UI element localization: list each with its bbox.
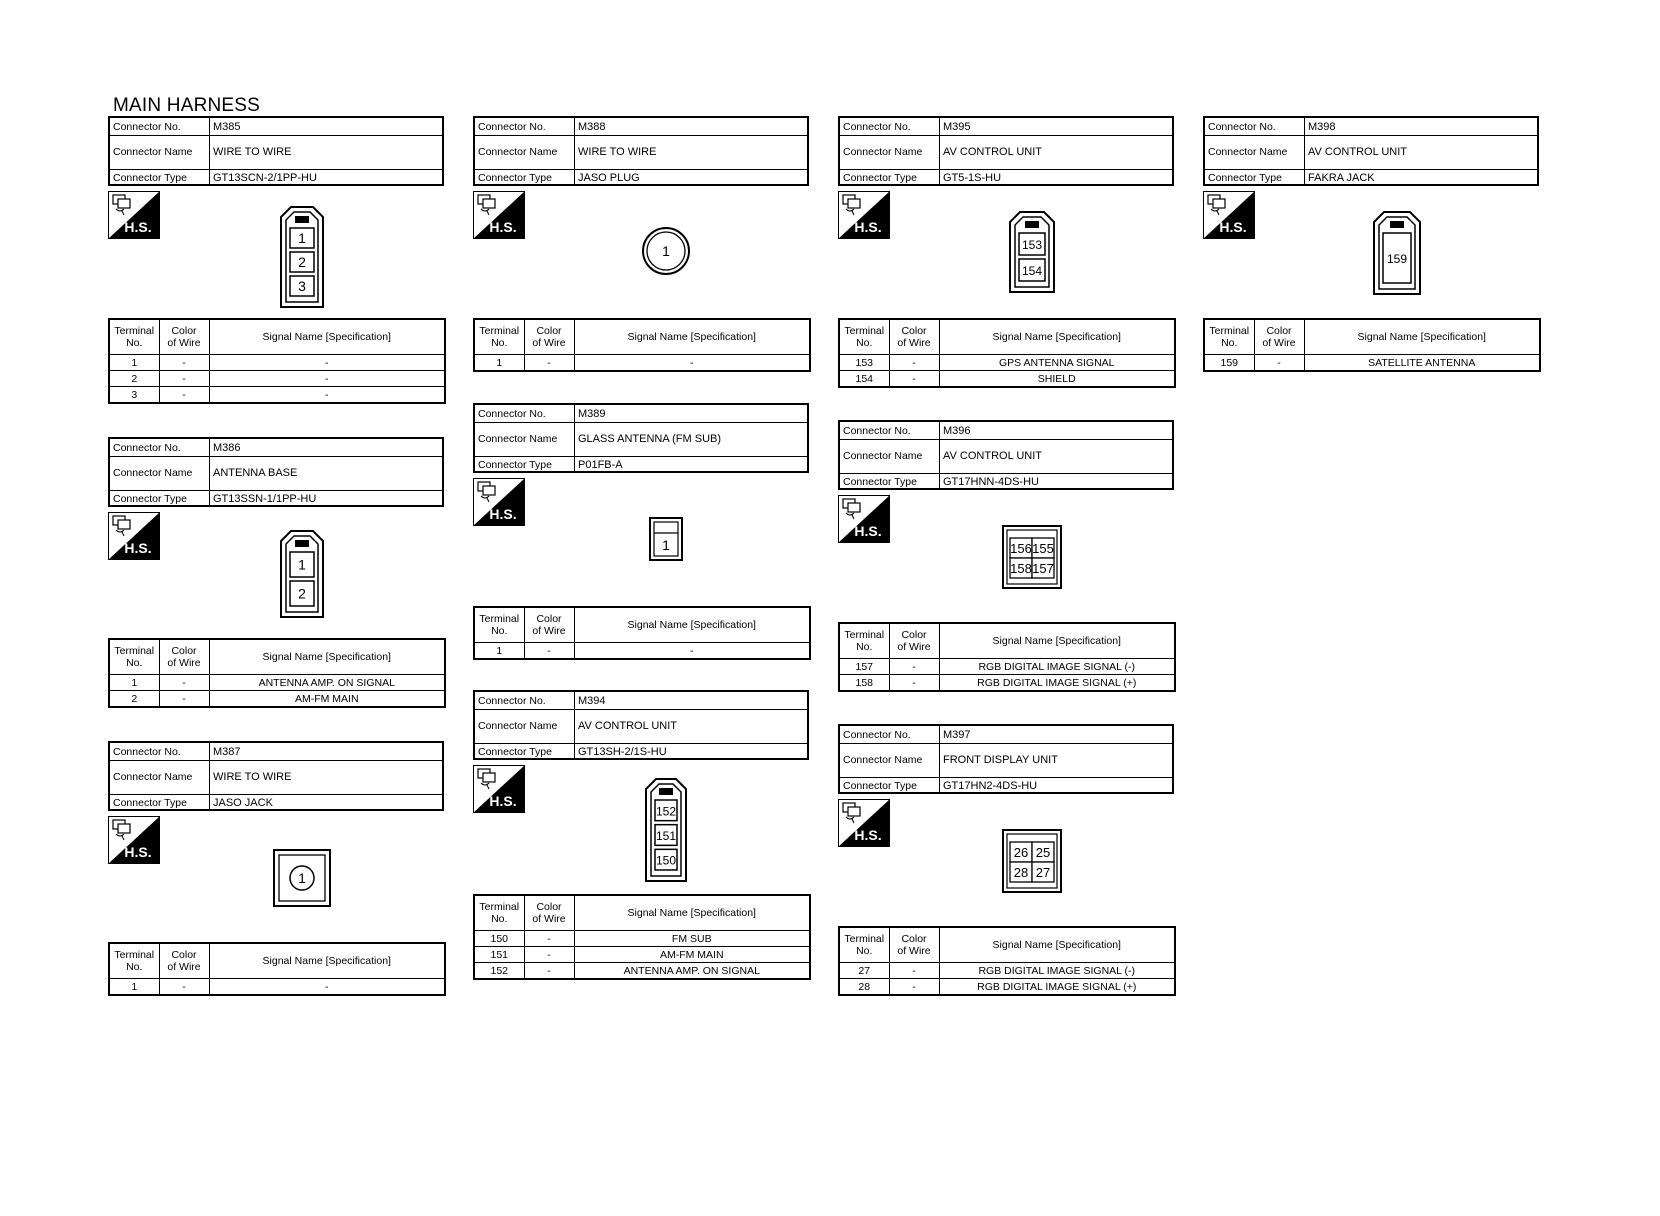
connector-type-value: GT17HNN-4DS-HU xyxy=(943,475,1039,488)
table-row xyxy=(839,355,1175,371)
wire-color-cell: - xyxy=(159,355,209,371)
harness-side-icon xyxy=(473,478,525,526)
connector-no-row xyxy=(475,692,807,710)
connector-name-row xyxy=(840,743,1172,778)
pin-number: 158 xyxy=(1010,561,1032,576)
color-of-wire-header: Color of Wire xyxy=(1254,319,1304,355)
connector-no-value: M387 xyxy=(213,745,241,758)
pin-number: 1 xyxy=(298,230,306,246)
wire-color-cell: - xyxy=(524,931,574,947)
key-notch xyxy=(1390,221,1404,228)
connector-name-row xyxy=(110,760,442,795)
hs-label: H.S. xyxy=(124,540,152,556)
connector-name-value: WIRE TO WIRE xyxy=(213,146,292,158)
pin-number: 1 xyxy=(298,870,306,886)
signal-name-cell: SATELLITE ANTENNA xyxy=(1304,355,1540,372)
wire-color-cell: - xyxy=(524,643,574,660)
connector-header-m388 xyxy=(473,116,809,186)
connector-type-value: GT13SH-2/1S-HU xyxy=(578,745,667,758)
terminal-no-cell: 1 xyxy=(474,355,524,372)
pin-number: 1 xyxy=(662,243,670,259)
signal-table-m396 xyxy=(838,622,1176,692)
terminal-no-header: Terminal No. xyxy=(109,943,159,979)
signal-name-cell: ANTENNA AMP. ON SIGNAL xyxy=(574,963,810,980)
signal-table-m387 xyxy=(108,942,446,996)
connector-name-row xyxy=(840,135,1172,170)
connector-no-value: M398 xyxy=(1308,120,1336,133)
wire-color-cell: - xyxy=(1254,355,1304,372)
wire-color-cell: - xyxy=(889,659,939,675)
signal-table-m385 xyxy=(108,318,446,404)
signal-name-cell: FM SUB xyxy=(574,931,810,947)
key-notch xyxy=(1025,221,1039,228)
signal-table-m388 xyxy=(473,318,811,372)
connector-name-value: ANTENNA BASE xyxy=(213,467,298,479)
key-notch xyxy=(659,788,673,795)
connector-header-m397 xyxy=(838,724,1174,794)
signal-name-header: Signal Name [Specification] xyxy=(574,895,810,931)
connector-type-label: Connector Type xyxy=(110,490,210,507)
connector-type-label: Connector Type xyxy=(840,473,940,490)
connector-type-label: Connector Type xyxy=(840,169,940,186)
terminal-no-cell: 1 xyxy=(109,979,159,996)
hs-label: H.S. xyxy=(854,827,882,843)
hs-label: H.S. xyxy=(489,219,517,235)
terminal-no-header: Terminal No. xyxy=(839,319,889,355)
connector-name-label: Connector Name xyxy=(475,709,575,743)
table-row xyxy=(839,979,1175,996)
hs-label: H.S. xyxy=(489,506,517,522)
color-of-wire-header: Color of Wire xyxy=(524,895,574,931)
connector-name-label: Connector Name xyxy=(840,439,940,473)
color-of-wire-header: Color of Wire xyxy=(889,623,939,659)
terminal-no-cell: 154 xyxy=(839,371,889,388)
connector-no-label: Connector No. xyxy=(840,422,940,439)
pin-number: 153 xyxy=(1021,238,1043,252)
connector-type-value: JASO PLUG xyxy=(578,171,640,184)
terminal-no-cell: 152 xyxy=(474,963,524,980)
connector-name-row xyxy=(475,709,807,744)
connector-no-row xyxy=(840,726,1172,744)
pin-number: 2 xyxy=(298,254,306,270)
key-notch xyxy=(295,216,309,223)
connector-no-row xyxy=(475,405,807,423)
pin-number: 154 xyxy=(1021,264,1043,278)
pin-number: 26 xyxy=(1013,845,1029,860)
pin-number: 2 xyxy=(298,585,306,602)
hs-label: H.S. xyxy=(854,219,882,235)
terminal-no-cell: 28 xyxy=(839,979,889,996)
wire-color-cell: - xyxy=(889,675,939,692)
pin-number: 155 xyxy=(1032,541,1054,556)
connector-no-value: M396 xyxy=(943,424,971,437)
signal-table-m395 xyxy=(838,318,1176,388)
signal-name-cell: RGB DIGITAL IMAGE SIGNAL (-) xyxy=(939,659,1175,675)
wire-color-cell: - xyxy=(159,675,209,691)
connector-name-row xyxy=(1205,135,1537,170)
connector-name-value: AV CONTROL UNIT xyxy=(943,450,1043,462)
connector-no-row xyxy=(1205,118,1537,136)
wire-color-cell: - xyxy=(889,371,939,388)
connector-type-row xyxy=(840,473,1172,490)
connector-no-row xyxy=(110,118,442,136)
connector-name-label: Connector Name xyxy=(840,135,940,169)
connector-no-label: Connector No. xyxy=(110,439,210,456)
harness-side-icon xyxy=(108,816,160,864)
connector-no-value: M389 xyxy=(578,407,606,420)
table-row xyxy=(474,963,810,980)
connector-header-m396 xyxy=(838,420,1174,490)
connector-name-row xyxy=(475,135,807,170)
connector-header-m395 xyxy=(838,116,1174,186)
wire-color-cell: - xyxy=(524,355,574,372)
terminal-no-header: Terminal No. xyxy=(109,639,159,675)
signal-table-m386 xyxy=(108,638,446,708)
table-row xyxy=(474,643,810,660)
color-of-wire-header: Color of Wire xyxy=(889,319,939,355)
connector-face-m387 xyxy=(272,848,332,908)
terminal-no-cell: 2 xyxy=(109,691,159,708)
connector-name-label: Connector Name xyxy=(110,135,210,169)
connector-no-label: Connector No. xyxy=(110,118,210,135)
connector-header-m389 xyxy=(473,403,809,473)
wire-color-cell: - xyxy=(889,355,939,371)
connector-name-label: Connector Name xyxy=(1205,135,1305,169)
terminal-no-cell: 150 xyxy=(474,931,524,947)
connector-no-row xyxy=(840,422,1172,440)
wire-color-cell: - xyxy=(524,947,574,963)
key-notch xyxy=(295,540,309,547)
connector-no-value: M397 xyxy=(943,728,971,741)
signal-name-cell: SHIELD xyxy=(939,371,1175,388)
connector-name-value: FRONT DISPLAY UNIT xyxy=(943,754,1058,766)
signal-name-cell: AM-FM MAIN xyxy=(574,947,810,963)
connector-face-m385 xyxy=(277,203,327,311)
table-row xyxy=(109,387,445,404)
connector-header-m385 xyxy=(108,116,444,186)
terminal-no-cell: 2 xyxy=(109,371,159,387)
pin-number: 152 xyxy=(655,804,677,819)
table-row xyxy=(109,979,445,996)
connector-name-label: Connector Name xyxy=(475,422,575,456)
connector-no-value: M394 xyxy=(578,694,606,707)
wire-color-cell: - xyxy=(889,963,939,979)
signal-name-cell: - xyxy=(209,979,445,996)
terminal-no-cell: 3 xyxy=(109,387,159,404)
table-row xyxy=(109,355,445,371)
connector-type-value: FAKRA JACK xyxy=(1308,171,1375,184)
connector-no-row xyxy=(475,118,807,136)
terminal-no-header: Terminal No. xyxy=(109,319,159,355)
connector-face-m398 xyxy=(1370,208,1424,298)
color-of-wire-header: Color of Wire xyxy=(159,943,209,979)
connector-no-row xyxy=(110,743,442,761)
connector-no-row xyxy=(840,118,1172,136)
harness-side-icon xyxy=(108,512,160,560)
signal-name-cell: - xyxy=(574,355,810,372)
pin-number: 25 xyxy=(1035,845,1051,860)
connector-header-m386 xyxy=(108,437,444,507)
connector-type-label: Connector Type xyxy=(110,169,210,186)
connector-face-m395 xyxy=(1006,208,1058,296)
signal-name-header: Signal Name [Specification] xyxy=(939,319,1175,355)
connector-face-m388 xyxy=(640,225,692,277)
signal-name-cell: ANTENNA AMP. ON SIGNAL xyxy=(209,675,445,691)
connector-type-row xyxy=(1205,169,1537,186)
color-of-wire-header: Color of Wire xyxy=(159,639,209,675)
connector-no-label: Connector No. xyxy=(110,743,210,760)
pin-number: 156 xyxy=(1010,541,1032,556)
wire-color-cell: - xyxy=(159,691,209,708)
signal-name-cell: RGB DIGITAL IMAGE SIGNAL (+) xyxy=(939,979,1175,996)
table-row xyxy=(839,675,1175,692)
table-row xyxy=(474,947,810,963)
connector-no-value: M388 xyxy=(578,120,606,133)
signal-name-cell: - xyxy=(209,371,445,387)
connector-header-m398 xyxy=(1203,116,1539,186)
connector-name-value: WIRE TO WIRE xyxy=(213,771,292,783)
terminal-no-cell: 1 xyxy=(109,355,159,371)
terminal-no-header: Terminal No. xyxy=(474,319,524,355)
signal-name-cell: RGB DIGITAL IMAGE SIGNAL (-) xyxy=(939,963,1175,979)
pin-number: 1 xyxy=(298,556,306,573)
connector-name-label: Connector Name xyxy=(110,456,210,490)
signal-name-header: Signal Name [Specification] xyxy=(209,639,445,675)
signal-table-m394 xyxy=(473,894,811,980)
connector-type-row xyxy=(475,743,807,760)
connector-name-row xyxy=(475,422,807,457)
connector-no-label: Connector No. xyxy=(475,692,575,709)
wire-color-cell: - xyxy=(889,979,939,996)
connector-name-label: Connector Name xyxy=(840,743,940,777)
hs-label: H.S. xyxy=(854,523,882,539)
connector-no-value: M395 xyxy=(943,120,971,133)
signal-name-header: Signal Name [Specification] xyxy=(574,319,810,355)
harness-side-icon xyxy=(838,191,890,239)
connector-name-row xyxy=(110,135,442,170)
pin-number: 151 xyxy=(655,829,677,843)
terminal-no-cell: 157 xyxy=(839,659,889,675)
connector-name-label: Connector Name xyxy=(475,135,575,169)
color-of-wire-header: Color of Wire xyxy=(524,607,574,643)
connector-no-label: Connector No. xyxy=(840,726,940,743)
table-row xyxy=(839,371,1175,388)
signal-name-cell: - xyxy=(209,387,445,404)
connector-type-row xyxy=(110,169,442,186)
wire-color-cell: - xyxy=(159,371,209,387)
pin-number: 150 xyxy=(655,853,677,868)
connector-type-row xyxy=(475,456,807,473)
table-row xyxy=(109,675,445,691)
connector-name-row xyxy=(110,456,442,491)
connector-type-value: GT5-1S-HU xyxy=(943,171,1002,184)
signal-name-cell: - xyxy=(209,355,445,371)
harness-side-icon xyxy=(838,495,890,543)
connector-type-row xyxy=(840,777,1172,794)
connector-header-m394 xyxy=(473,690,809,760)
table-row xyxy=(109,691,445,708)
hs-label: H.S. xyxy=(1219,219,1247,235)
connector-name-value: WIRE TO WIRE xyxy=(578,146,657,158)
connector-no-label: Connector No. xyxy=(840,118,940,135)
wire-color-cell: - xyxy=(524,963,574,980)
wire-color-cell: - xyxy=(159,979,209,996)
connector-type-value: GT13SSN-1/1PP-HU xyxy=(213,492,317,505)
signal-name-cell: - xyxy=(574,643,810,660)
connector-type-label: Connector Type xyxy=(475,456,575,473)
harness-side-icon xyxy=(473,191,525,239)
connector-face-m394 xyxy=(642,775,690,885)
pin-number: 3 xyxy=(298,278,306,294)
table-row xyxy=(839,963,1175,979)
signal-name-header: Signal Name [Specification] xyxy=(209,943,445,979)
connector-type-row xyxy=(110,794,442,811)
terminal-no-cell: 159 xyxy=(1204,355,1254,372)
terminal-no-header: Terminal No. xyxy=(474,895,524,931)
pin-number: 27 xyxy=(1035,865,1051,880)
connector-type-label: Connector Type xyxy=(475,169,575,186)
color-of-wire-header: Color of Wire xyxy=(159,319,209,355)
page-title: MAIN HARNESS xyxy=(113,95,261,116)
terminal-no-cell: 1 xyxy=(109,675,159,691)
connector-name-value: AV CONTROL UNIT xyxy=(1308,146,1408,158)
connector-name-value: GLASS ANTENNA (FM SUB) xyxy=(578,433,722,445)
harness-side-icon xyxy=(1203,191,1255,239)
signal-name-header: Signal Name [Specification] xyxy=(209,319,445,355)
connector-type-label: Connector Type xyxy=(110,794,210,811)
connector-type-row xyxy=(840,169,1172,186)
connector-name-value: AV CONTROL UNIT xyxy=(943,146,1043,158)
color-of-wire-header: Color of Wire xyxy=(524,319,574,355)
connector-no-row xyxy=(110,439,442,457)
terminal-no-cell: 1 xyxy=(474,643,524,660)
connector-no-label: Connector No. xyxy=(1205,118,1305,135)
connector-type-row xyxy=(475,169,807,186)
terminal-no-header: Terminal No. xyxy=(839,927,889,963)
connector-no-label: Connector No. xyxy=(475,118,575,135)
table-row xyxy=(474,931,810,947)
connector-face-m386 xyxy=(277,527,327,621)
connector-face-m397 xyxy=(999,826,1065,896)
hs-label: H.S. xyxy=(124,219,152,235)
terminal-no-cell: 153 xyxy=(839,355,889,371)
harness-side-icon xyxy=(108,191,160,239)
signal-name-header: Signal Name [Specification] xyxy=(1304,319,1540,355)
terminal-no-header: Terminal No. xyxy=(839,623,889,659)
hs-label: H.S. xyxy=(124,844,152,860)
pin-number: 159 xyxy=(1386,252,1408,266)
terminal-no-header: Terminal No. xyxy=(474,607,524,643)
signal-table-m389 xyxy=(473,606,811,660)
connector-face-m396 xyxy=(999,522,1065,592)
signal-name-cell: RGB DIGITAL IMAGE SIGNAL (+) xyxy=(939,675,1175,692)
connector-face-m389 xyxy=(646,514,686,564)
wire-color-cell: - xyxy=(159,387,209,404)
terminal-no-cell: 151 xyxy=(474,947,524,963)
connector-type-value: GT17HN2-4DS-HU xyxy=(943,779,1038,792)
pin-number: 28 xyxy=(1013,865,1029,880)
table-row xyxy=(1204,355,1540,372)
color-of-wire-header: Color of Wire xyxy=(889,927,939,963)
connector-type-label: Connector Type xyxy=(1205,169,1305,186)
connector-no-value: M386 xyxy=(213,441,241,454)
connector-type-label: Connector Type xyxy=(475,743,575,760)
terminal-no-header: Terminal No. xyxy=(1204,319,1254,355)
table-row xyxy=(839,659,1175,675)
terminal-no-cell: 158 xyxy=(839,675,889,692)
connector-no-value: M385 xyxy=(213,120,241,133)
connector-header-m387 xyxy=(108,741,444,811)
signal-name-header: Signal Name [Specification] xyxy=(939,927,1175,963)
signal-name-cell: GPS ANTENNA SIGNAL xyxy=(939,355,1175,371)
connector-type-value: JASO JACK xyxy=(213,796,273,809)
connector-name-row xyxy=(840,439,1172,474)
signal-name-cell: AM-FM MAIN xyxy=(209,691,445,708)
connector-type-label: Connector Type xyxy=(840,777,940,794)
signal-name-header: Signal Name [Specification] xyxy=(939,623,1175,659)
pin-number: 1 xyxy=(662,537,670,553)
signal-table-m397 xyxy=(838,926,1176,996)
terminal-no-cell: 27 xyxy=(839,963,889,979)
connector-name-label: Connector Name xyxy=(110,760,210,794)
connector-name-value: AV CONTROL UNIT xyxy=(578,720,678,732)
connector-type-value: P01FB-A xyxy=(578,458,623,471)
connector-type-row xyxy=(110,490,442,507)
hs-label: H.S. xyxy=(489,793,517,809)
signal-table-m398 xyxy=(1203,318,1541,372)
harness-side-icon xyxy=(838,799,890,847)
table-row xyxy=(109,371,445,387)
table-row xyxy=(474,355,810,372)
signal-name-header: Signal Name [Specification] xyxy=(574,607,810,643)
connector-no-label: Connector No. xyxy=(475,405,575,422)
pin-number: 157 xyxy=(1032,561,1054,576)
harness-side-icon xyxy=(473,765,525,813)
connector-type-value: GT13SCN-2/1PP-HU xyxy=(213,171,317,184)
